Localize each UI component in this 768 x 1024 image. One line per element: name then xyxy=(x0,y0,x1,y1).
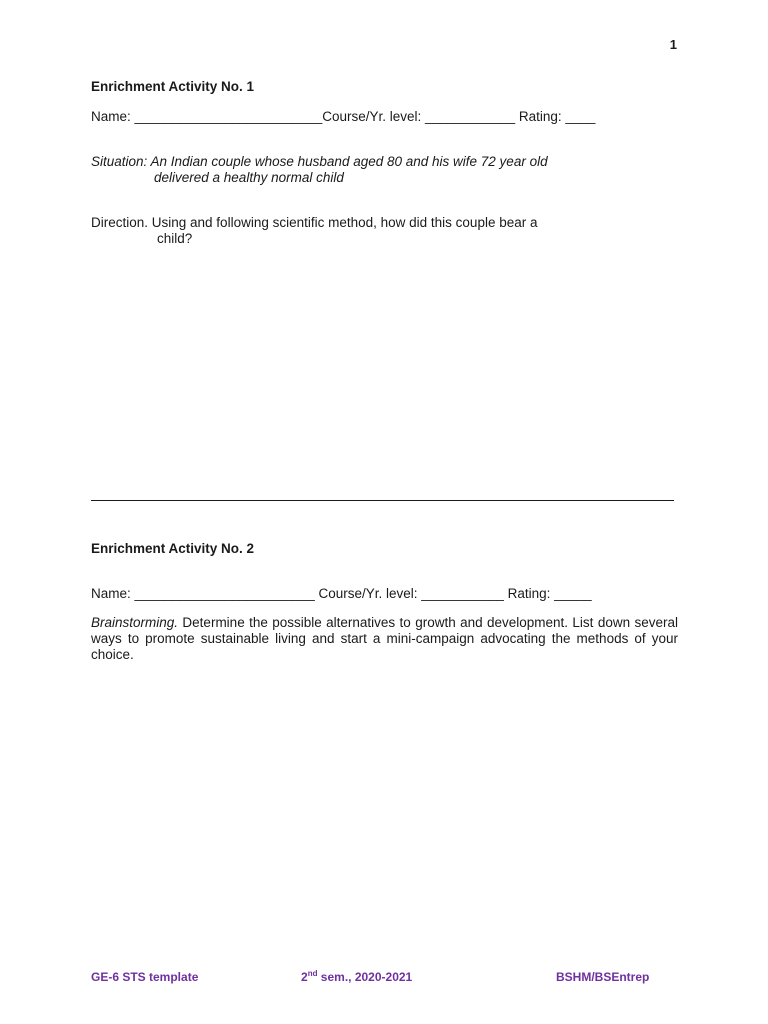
situation-text-1: An Indian couple whose husband aged 80 and his wife 72 year old xyxy=(147,154,548,169)
footer-middle-pre: 2 xyxy=(301,970,308,984)
footer-middle-post: sem., 2020-2021 xyxy=(317,970,413,984)
activity-1-situation-line-1 xyxy=(91,154,548,169)
activity-1-form-line: Name: _________________________Course/Yr. level: ____________ Rating: ____ xyxy=(91,109,596,124)
section-divider xyxy=(91,500,674,501)
footer-left: GE-6 STS template xyxy=(91,970,199,984)
footer-middle xyxy=(301,970,412,984)
activity-1-situation-line-2: delivered a healthy normal child xyxy=(154,170,344,185)
activity-2-form-line: Name: ________________________ Course/Yr. level: ___________ Rating: _____ xyxy=(91,586,592,601)
footer-middle-sup: nd xyxy=(307,969,318,978)
brainstorm-text: Determine the possible alternatives to growth and development. List down several ways to promote sustainable living and start a mini-campaign advocating the methods of your choice. xyxy=(91,615,678,662)
situation-label: Situation: xyxy=(91,154,148,169)
activity-1-direction-line-2: child? xyxy=(157,231,193,246)
brainstorm-label: Brainstorming. xyxy=(91,615,179,630)
activity-1-heading: Enrichment Activity No. 1 xyxy=(91,79,255,94)
page-number: 1 xyxy=(669,37,677,52)
activity-2-brainstorm-paragraph xyxy=(91,615,678,663)
footer-right: BSHM/BSEntrep xyxy=(556,970,650,984)
activity-1-direction-line-1: Direction. Using and following scientific method, how did this couple bear a xyxy=(91,215,538,230)
activity-2-heading: Enrichment Activity No. 2 xyxy=(91,541,255,556)
